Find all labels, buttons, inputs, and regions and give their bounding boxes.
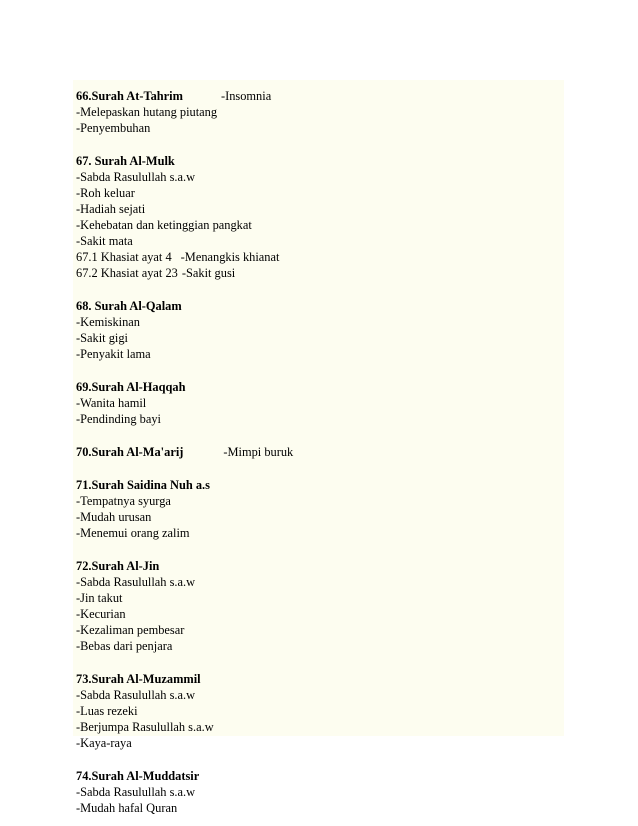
surah-section <box>76 477 564 541</box>
surah-benefit-item: -Wanita hamil <box>76 396 147 410</box>
surah-title: 73.Surah Al-Muzammil <box>76 672 201 686</box>
surah-title-line <box>76 153 564 169</box>
surah-benefit-inline: -Insomnia <box>220 89 272 103</box>
surah-benefit-item: -Kaya-raya <box>76 736 132 750</box>
surah-title: 66.Surah At-Tahrim <box>76 89 183 103</box>
surah-title-line <box>76 671 564 687</box>
surah-section <box>76 153 564 281</box>
surah-benefit-item: -Kemiskinan <box>76 315 141 329</box>
document-content <box>73 80 564 815</box>
surah-title-line <box>76 298 564 314</box>
surah-benefit-item: -Sabda Rasulullah s.a.w <box>76 575 196 589</box>
surah-benefit-item: -Sakit mata <box>76 234 133 248</box>
surah-section <box>76 298 564 362</box>
surah-benefit-item: -Mudah hafal Quran <box>76 801 178 815</box>
surah-benefit-item: -Menemui orang zalim <box>76 526 190 540</box>
surah-section <box>76 379 564 427</box>
surah-section <box>76 671 564 751</box>
surah-benefit-item: -Hadiah sejati <box>76 202 146 216</box>
surah-benefit-item: -Roh keluar <box>76 186 135 200</box>
surah-title: 67. Surah Al-Mulk <box>76 154 175 168</box>
surah-benefit-item: -Kezaliman pembesar <box>76 623 185 637</box>
surah-benefit-item: -Sabda Rasulullah s.a.w <box>76 170 196 184</box>
surah-benefit-item: -Jin takut <box>76 591 123 605</box>
surah-title: 72.Surah Al-Jin <box>76 559 160 573</box>
surah-title-line <box>76 379 564 395</box>
ayat-label: 67.1 Khasiat ayat 4 <box>76 250 172 264</box>
surah-title: 69.Surah Al-Haqqah <box>76 380 186 394</box>
surah-title: 71.Surah Saidina Nuh a.s <box>76 478 210 492</box>
surah-title: 74.Surah Al-Muddatsir <box>76 769 200 783</box>
surah-title-line <box>76 768 564 784</box>
surah-section <box>76 88 564 136</box>
ayat-label: 67.2 Khasiat ayat 23 <box>76 266 178 280</box>
surah-section <box>76 768 564 816</box>
surah-benefit-item: -Penyakit lama <box>76 347 151 361</box>
surah-title-line <box>76 444 564 460</box>
surah-section <box>76 558 564 654</box>
surah-benefit-item: -Pendinding bayi <box>76 412 162 426</box>
ayat-benefit: -Menangkis khianat <box>180 250 280 264</box>
surah-title-line <box>76 558 564 574</box>
surah-benefit-item: -Berjumpa Rasulullah s.a.w <box>76 720 214 734</box>
surah-title-line <box>76 88 564 104</box>
surah-benefit-item: -Melepaskan hutang piutang <box>76 105 218 119</box>
surah-benefit-item: -Sakit gigi <box>76 331 128 345</box>
surah-title: 68. Surah Al-Qalam <box>76 299 182 313</box>
surah-title: 70.Surah Al-Ma'arij <box>76 445 184 459</box>
surah-title-line <box>76 477 564 493</box>
surah-benefit-item: -Kecurian <box>76 607 126 621</box>
surah-benefit-item: -Sabda Rasulullah s.a.w <box>76 688 196 702</box>
surah-benefit-item: -Bebas dari penjara <box>76 639 173 653</box>
surah-benefit-item: -Tempatnya syurga <box>76 494 171 508</box>
surah-benefit-item: -Penyembuhan <box>76 121 151 135</box>
surah-benefit-item: -Luas rezeki <box>76 704 138 718</box>
ayat-line <box>76 265 564 281</box>
surah-benefit-inline: -Mimpi buruk <box>223 445 294 459</box>
ayat-line <box>76 249 564 265</box>
ayat-benefit: -Sakit gusi <box>181 266 236 280</box>
surah-benefit-item: -Sabda Rasulullah s.a.w <box>76 785 196 799</box>
surah-benefit-item: -Mudah urusan <box>76 510 152 524</box>
surah-section <box>76 444 564 460</box>
surah-benefit-item: -Kehebatan dan ketinggian pangkat <box>76 218 252 232</box>
